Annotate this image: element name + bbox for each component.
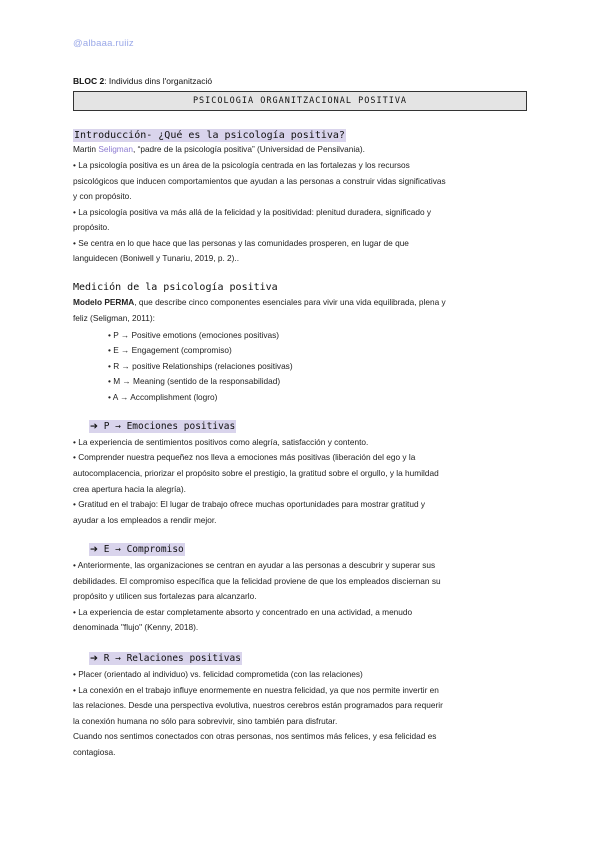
section-line: crea apertura hacia la alegría). bbox=[73, 484, 186, 494]
section-line: contagiosa. bbox=[73, 747, 116, 757]
section-line: • Anteriormente, las organizaciones se centran en ayudar a las personas a descubrir y superar sus bbox=[73, 560, 436, 570]
section-line: las relaciones. Desde una perspectiva evolutiva, nuestros cerebros están programados para requerir bbox=[73, 700, 443, 710]
arrow-right-icon: ➔ bbox=[90, 653, 98, 664]
emociones-heading: ➔ P → Emociones positivas bbox=[90, 421, 236, 432]
perma-model-label: Modelo PERMA bbox=[73, 297, 135, 307]
intro-line: Martin Seligman, “padre de la psicología positiva” (Universidad de Pensilvania). bbox=[73, 144, 365, 154]
perma-intro: feliz (Seligman, 2011): bbox=[73, 313, 155, 323]
section-line: • Gratitud en el trabajo: El lugar de trabajo ofrece muchas oportunidades para mostrar gratitud y bbox=[73, 499, 426, 509]
seligman-name: Seligman bbox=[98, 144, 133, 154]
compromiso-heading: ➔ E → Compromiso bbox=[90, 544, 184, 555]
section-line: • Placer (orientado al individuo) vs. felicidad comprometida (con las relaciones) bbox=[73, 669, 363, 679]
section-line: • Comprender nuestra pequeñez nos lleva a emociones más positivas (liberación del ego y la bbox=[73, 452, 416, 462]
bloc-title: : Individus dins l'organització bbox=[104, 76, 213, 86]
intro-line: propósito. bbox=[73, 222, 110, 232]
section-line: la conexión humana no sólo para sobrevivir, sino también para disfrutar. bbox=[73, 716, 338, 726]
arrow-right-icon: ➔ bbox=[90, 421, 98, 432]
intro-line: psicológicos que inducen comportamientos que ayudan a las personas a construir vidas significativas bbox=[73, 176, 446, 186]
section-line: denominada "flujo" (Kenny, 2018). bbox=[73, 622, 199, 632]
section-line: • La experiencia de estar completamente absorto y concentrado en una actividad, a menudo bbox=[73, 607, 413, 617]
section-line: Cuando nos sentimos conectados con otras personas, nos sentimos más felices, y esa felicidad es bbox=[73, 731, 437, 741]
intro-heading: Introducción- ¿Qué es la psicología positiva? bbox=[74, 130, 345, 141]
perma-item: • R → positive Relationships (relaciones positivas) bbox=[108, 361, 293, 371]
perma-item: • P → Positive emotions (emociones positivas) bbox=[108, 330, 280, 340]
perma-item: • A → Accomplishment (logro) bbox=[108, 392, 218, 402]
intro-line: • Se centra en lo que hace que las personas y las comunidades prosperen, en lugar de que bbox=[73, 238, 409, 248]
section-line: • La experiencia de sentimientos positivos como alegría, satisfacción y contento. bbox=[73, 437, 369, 447]
section-line: debilidades. El compromiso específica que la felicidad proviene de que los empleados disciernan su bbox=[73, 576, 441, 586]
perma-item: • E → Engagement (compromiso) bbox=[108, 345, 232, 355]
intro-line: languidecen (Boniwell y Tunariu, 2019, p. 2).. bbox=[73, 253, 240, 263]
document-title: PSICOLOGIA ORGANITZACIONAL POSITIVA bbox=[73, 91, 527, 111]
section-line: • La conexión en el trabajo influye enormemente en nuestra felicidad, ya que nos permite invertir en bbox=[73, 685, 439, 695]
bloc-label: BLOC 2 bbox=[73, 76, 105, 86]
bloc-heading bbox=[73, 76, 212, 86]
perma-intro: Modelo PERMA, que describe cinco componentes esenciales para vivir una vida equilibrada, plena y bbox=[73, 297, 446, 307]
section-line: ayudar a los empleados a rendir mejor. bbox=[73, 515, 217, 525]
intro-line: y con propósito. bbox=[73, 191, 132, 201]
relaciones-heading: ➔ R → Relaciones positivas bbox=[90, 653, 241, 664]
section-line: propósito y utilicen sus fortalezas para alcanzarlo. bbox=[73, 591, 257, 601]
perma-item: • M → Meaning (sentido de la responsabilidad) bbox=[108, 376, 281, 386]
intro-line: • La psicología positiva va más allá de la felicidad y la positividad: plenitud duradera, significado y bbox=[73, 207, 432, 217]
author-handle: @albaaa.ruiiz bbox=[73, 38, 134, 49]
section-line: autocomplacencia, priorizar el propósito sobre el prestigio, la gratitud sobre el orgullo, y la humildad bbox=[73, 468, 439, 478]
arrow-right-icon: ➔ bbox=[90, 544, 98, 555]
intro-line: • La psicología positiva es un área de la psicología centrada en las fortalezas y los recursos bbox=[73, 160, 410, 170]
medicion-heading: Medición de la psicología positiva bbox=[73, 282, 278, 293]
